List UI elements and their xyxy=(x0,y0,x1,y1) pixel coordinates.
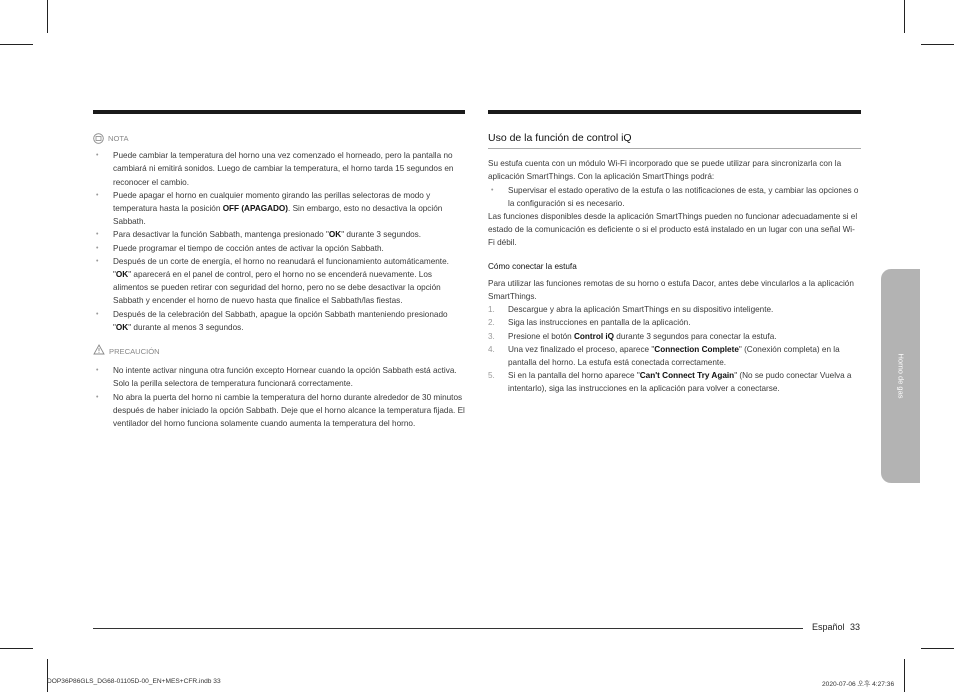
list-item xyxy=(93,364,465,390)
list-item: • Supervisar el estado operativo de la estufa o las notificaciones de esta, y cambiar las opciones o la configuración si es necesario. xyxy=(488,184,861,210)
crop-mark xyxy=(904,659,905,692)
warning-icon xyxy=(93,344,105,359)
item-text: Siga las instrucciones en pantalla de la aplicación. xyxy=(508,318,691,328)
step-item xyxy=(488,343,861,369)
list-item xyxy=(93,228,465,241)
side-tab-label: Horno de gas xyxy=(896,353,905,399)
crop-mark xyxy=(0,44,33,45)
list-item xyxy=(93,391,465,431)
print-file-info: DOP36P86GLS_DG68-01105D-00_EN+MES+CFR.indb 33 xyxy=(47,678,221,685)
item-text: Descargue y abra la aplicación SmartThings en su dispositivo inteligente. xyxy=(508,305,774,315)
step-number: 2. xyxy=(488,318,495,328)
right-column xyxy=(488,132,861,396)
emphasis-text: Can't Connect Try Again xyxy=(639,371,735,381)
item-text: Una vez finalizado el proceso, aparece " xyxy=(508,344,655,354)
list-item xyxy=(93,189,465,229)
connect-intro: Para utilizar las funciones remotas de su horno o estufa Dacor, antes debe vincularlos a la aplicación SmartThings. xyxy=(488,278,854,302)
footer-rule xyxy=(93,628,803,629)
item-text: " (No se pudo conectar Vuelva a intentarlo), siga las instrucciones en la aplicación para volver a conectarse. xyxy=(508,371,852,394)
crop-mark xyxy=(921,648,954,649)
emphasis-text: OK xyxy=(115,322,129,332)
emphasis-text: OFF (APAGADO) xyxy=(222,204,289,214)
emphasis-text: OK xyxy=(115,270,129,280)
note-icon xyxy=(93,133,104,144)
crop-mark xyxy=(921,44,954,45)
emphasis-text: Control iQ xyxy=(574,331,615,341)
page-number: 33 xyxy=(850,622,861,632)
item-text: Para desactivar la función Sabbath, mantenga presionado " xyxy=(113,230,329,240)
item-text: . Sin embargo, esto no desactiva la opción Sabbath. xyxy=(113,204,443,227)
availability-paragraph: Las funciones disponibles desde la aplicación SmartThings pueden no funcionar adecuadamente si el estado de la comunicación es deficiente o si el producto está instalado en un lugar con una señal Wi-Fi débil. xyxy=(488,212,858,248)
list-item xyxy=(93,255,465,308)
emphasis-text: OK xyxy=(328,230,342,240)
item-text: " durante 3 segundos. xyxy=(341,230,422,240)
caution-list xyxy=(93,364,465,430)
left-column xyxy=(93,132,465,430)
step-item xyxy=(488,369,861,395)
note-label: NOTA xyxy=(108,134,129,143)
crop-mark xyxy=(47,659,48,692)
crop-mark xyxy=(47,0,48,33)
print-datetime: 2020-07-06 오후 4:27:36 xyxy=(822,681,895,688)
emphasis-text: Connection Complete xyxy=(654,344,739,354)
item-text: Presione el botón xyxy=(508,331,574,341)
right-column-bar xyxy=(488,110,861,114)
item-text: No abra la puerta del horno ni cambie la temperatura del horno durante alrededor de 30 minutos después de haber iniciado la opción Sabbath. Deje que el horno alcance la temperatura fijada. El ventilador del horno funciona solamente cuando aumenta la temperatura del horno. xyxy=(113,392,465,429)
item-text: Después de un corte de energía, el horno no reanudará el funcionamiento automáticamente. " xyxy=(113,256,449,280)
intro-paragraph: Su estufa cuenta con un módulo Wi-Fi incorporado que se puede utilizar para sincronizarla con la aplicación SmartThings. Con la aplicación SmartThings podrá: xyxy=(488,159,842,182)
list-item xyxy=(93,308,465,334)
caution-label: PRECAUCIÓN xyxy=(109,347,160,357)
crop-mark xyxy=(0,648,33,649)
step-number: 5. xyxy=(488,371,495,381)
step-number: 3. xyxy=(488,331,495,341)
section-side-tab xyxy=(881,269,920,483)
item-text: Puede cambiar la temperatura del horno una vez comenzado el horneado, pero la pantalla no cambiará ni emitirá sonidos. Luego de cambiar la temperatura, el horno tarda 15 segundos en reconocer el cambio. xyxy=(113,151,454,187)
step-item xyxy=(488,316,861,329)
steps-list xyxy=(488,303,861,395)
item-text: durante 3 segundos para conectar la estufa. xyxy=(614,331,777,341)
step-item xyxy=(488,303,861,316)
step-number: 1. xyxy=(488,305,495,315)
note-list xyxy=(93,149,465,334)
crop-mark xyxy=(904,0,905,33)
item-text: " (Conexión completa) en la pantalla del horno. La estufa está conectada correctamente. xyxy=(508,344,840,368)
list-item xyxy=(93,242,465,255)
left-column-bar xyxy=(93,110,465,114)
item-text: Puede programar el tiempo de cocción antes de activar la opción Sabbath. xyxy=(113,243,384,253)
footer-language: Español xyxy=(812,622,845,632)
item-text: Después de la celebración del Sabbath, apague la opción Sabbath manteniendo presionado " xyxy=(113,309,448,332)
step-number: 4. xyxy=(488,344,495,354)
connect-subtitle: Cómo conectar la estufa xyxy=(488,261,577,271)
item-text: " aparecerá en el panel de control, pero el horno no se encenderá nuevamente. Los alimentos se pueden retirar con seguridad del horno, pero no se debe desactivar la opción Sabbath y encender el horno de nuevo hasta que finalice el Sabbath/las fiestas. xyxy=(113,270,441,306)
feature-list xyxy=(488,184,861,210)
note-heading xyxy=(93,132,465,145)
item-text: Puede apagar el horno en cualquier momento girando las perillas selectoras de modo y temperatura hasta la posición xyxy=(113,190,431,214)
list-item xyxy=(93,149,465,189)
item-text: " durante al menos 3 segundos. xyxy=(128,322,244,332)
item-text: No intente activar ninguna otra función excepto Hornear cuando la opción Sabbath está activa. Solo la perilla selectora de temperatura funcionará correctamente. xyxy=(113,366,457,389)
section-title: Uso de la función de control iQ xyxy=(488,132,861,149)
caution-heading xyxy=(93,344,465,359)
item-text: Si en la pantalla del horno aparece " xyxy=(508,371,640,381)
step-item xyxy=(488,330,861,343)
